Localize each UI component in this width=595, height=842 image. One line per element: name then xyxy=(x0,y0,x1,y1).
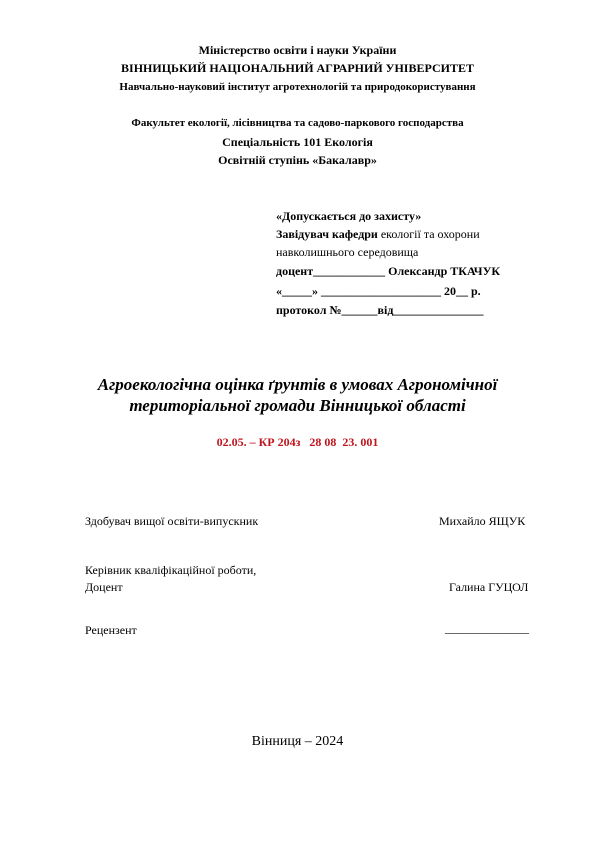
supervisor-name: Галина ГУЦОЛ xyxy=(449,580,529,594)
admitted-label: «Допускається до захисту» xyxy=(276,209,422,223)
supervisor-role-line1: Керівник кваліфікаційної роботи, xyxy=(85,563,257,577)
specialty-line: Спеціальність 101 Екологія xyxy=(222,135,373,149)
docent-signature-line: доцент____________ Олександр ТКАЧУК xyxy=(276,264,501,278)
thesis-code: 02.05. – КР 204з 28 08 23. 001 xyxy=(216,435,379,449)
thesis-title-line2: територіальної громади Вінницької області xyxy=(129,396,466,415)
supervisor-role-line2: Доцент xyxy=(85,580,123,594)
faculty-line: Факультет екології, лісівництва та садово-паркового господарства xyxy=(131,117,464,129)
department-name-line2: навколишнього середовища xyxy=(276,245,419,259)
reviewer-signature-blank: ______________ xyxy=(445,621,529,635)
date-line: «_____» ____________________ 20__ р. xyxy=(276,284,481,298)
department-name-line1: екології та охорони xyxy=(380,227,480,241)
university-line: ВІННИЦЬКИЙ НАЦІОНАЛЬНИЙ АГРАРНИЙ УНІВЕРСИТЕТ xyxy=(121,61,474,75)
institute-line: Навчально-науковий інститут агротехнологій та природокористування xyxy=(119,81,476,93)
city-year: Вінниця – 2024 xyxy=(251,734,344,749)
student-role: Здобувач вищої освіти-випускник xyxy=(85,514,259,528)
head-label: Завідувач кафедри xyxy=(276,227,378,241)
degree-line: Освітній ступінь «Бакалавр» xyxy=(218,153,377,167)
student-name: Михайло ЯЩУК xyxy=(439,514,526,528)
protocol-line: протокол №______від_______________ xyxy=(276,303,484,317)
department-head-line xyxy=(276,227,480,242)
reviewer-role: Рецензент xyxy=(85,623,137,637)
ministry-line: Міністерство освіти і науки України xyxy=(198,43,397,57)
thesis-title-line1: Агроекологічна оцінка ґрунтів в умовах Агрономічної xyxy=(97,375,498,394)
